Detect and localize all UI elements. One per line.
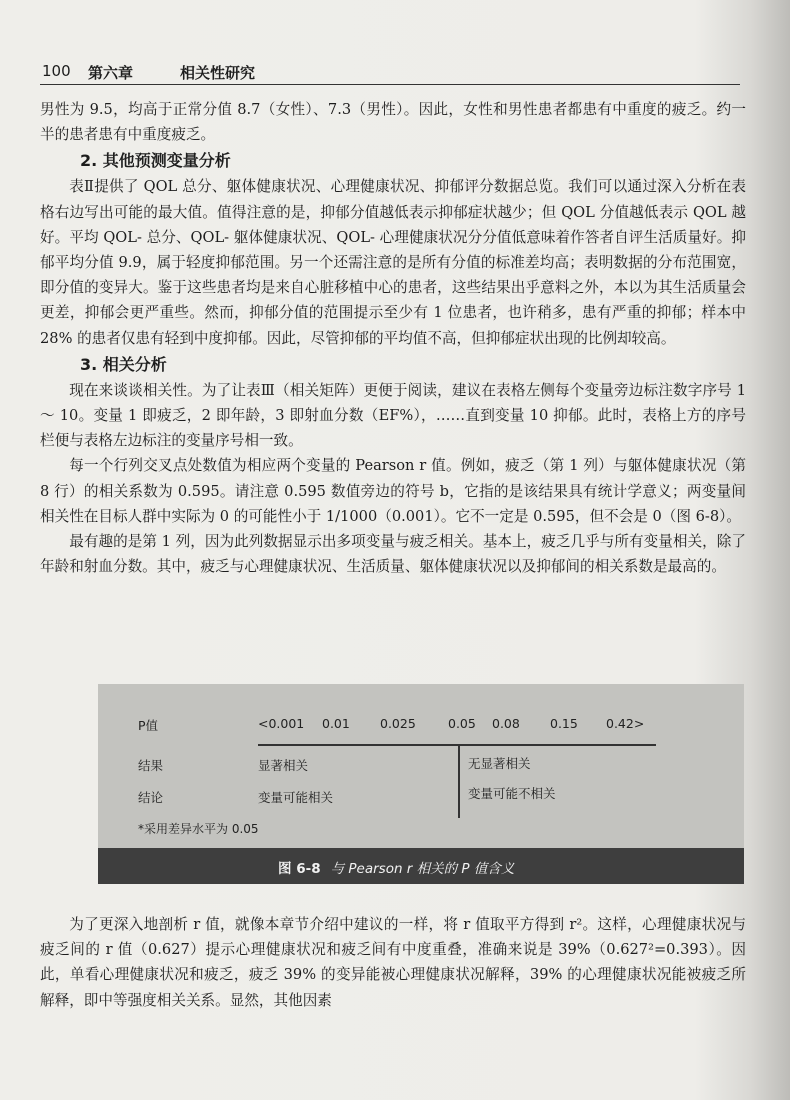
main-text-continued [40, 912, 746, 1013]
conclusion-label: 结论 [138, 790, 164, 805]
figure-6-8 [98, 684, 744, 884]
page-number: 100 [42, 62, 71, 80]
p-value-tick: 0.025 [380, 716, 416, 731]
caption-number: 图 6-8 [278, 861, 321, 877]
caption-text: 与 Pearson r 相关的 P 值含义 [330, 861, 515, 877]
figure-caption [98, 848, 744, 884]
p-value-tick: <0.001 [258, 716, 305, 731]
p-value-tick: 0.01 [322, 716, 350, 731]
p-value-tick: 0.08 [492, 716, 520, 731]
main-text [40, 97, 746, 579]
running-header [40, 62, 740, 85]
conclusion-nonsignificant: 变量可能不相关 [468, 786, 556, 801]
chapter-title: 第六章 [88, 64, 134, 82]
threshold-line [458, 744, 460, 818]
paragraph: 为了更深入地剖析 r 值，就像本章节介绍中建议的一样，将 r 值取平方得到 r²。这样，心理健康状况与疲乏间的 r 值（0.627）提示心理健康状况和疲乏间有中度重叠，准确来说是 39%（0.627²=0.393）。因此，单看心理健康状况和疲乏，疲乏 39% 的变异能被心理健康状况解释，39% 的心理健康状况能被疲乏所解释，即中等强度相关关系。显然，其他因素 [40, 916, 746, 1009]
paragraph: 男性为 9.5，均高于正常分值 8.7（女性）、7.3（男性）。因此，女性和男性患者都患有中重度的疲乏。约一半的患者患有中重度疲乏。 [40, 101, 746, 144]
result-nonsignificant: 无显著相关 [468, 756, 531, 771]
result-label: 结果 [138, 758, 164, 773]
figure-footnote: *采用差异水平为 0.05 [138, 822, 259, 836]
p-value-tick: 0.42> [606, 716, 645, 731]
paragraph: 现在来谈谈相关性。为了让表Ⅲ（相关矩阵）更便于阅读，建议在表格左侧每个变量旁边标注数字序号 1 ～ 10。变量 1 即疲乏，2 即年龄，3 即射血分数（EF%），……直到变量 10 抑郁。此时，表格上方的序号栏便与表格左边标注的变量序号相一致。 [40, 381, 746, 450]
section-heading: 2. 其他预测变量分析 [80, 151, 231, 171]
p-value-label: P值 [138, 718, 159, 733]
paragraph: 表Ⅱ提供了 QOL 总分、躯体健康状况、心理健康状况、抑郁评分数据总览。我们可以通过深入分析在表格右边写出可能的最大值。值得注意的是，抑郁分值越低表示抑郁症状越少；但 QOL 分值越低表示 QOL 越好。平均 QOL- 总分、QOL- 躯体健康状况、QOL- 心理健康状况分分值低意味着作答者自评生活质量好。抑郁平均分值 9.9，属于轻度抑郁范围。另一个还需注意的是所有分值的标准差均高；表明数据的分布范围宽，即分值的变异大。鉴于这些患者均是来自心脏移植中心的患者，这些结果出乎意料之外，本以为其生活质量会更差，抑郁会更严重些。然而，抑郁分值的范围提示至少有 1 位患者，也许稍多，患有严重的抑郁；样本中 28% 的患者仅患有轻到中度抑郁。因此，尽管抑郁的平均值不高，但抑郁症状出现的比例却较高。 [40, 178, 746, 347]
result-significant: 显著相关 [258, 758, 309, 773]
p-value-tick: 0.15 [550, 716, 578, 731]
p-value-tick: 0.05 [448, 716, 476, 731]
section-title: 相关性研究 [180, 64, 256, 82]
conclusion-significant: 变量可能相关 [258, 790, 334, 805]
section-heading: 3. 相关分析 [80, 354, 167, 374]
paragraph: 每一个行列交叉点处数值为相应两个变量的 Pearson r 值。例如，疲乏（第 1 列）与躯体健康状况（第 8 行）的相关系数为 0.595。请注意 0.595 数值旁边的符号 b，它指的是该结果具有统计学意义；两变量间相关性在目标人群中实际为 0 的可能性小于 1/1000（0.001）。它不一定是 0.595，但不会是 0（图 6-8）。 [40, 457, 746, 525]
paragraph: 最有趣的是第 1 列，因为此列数据显示出多项变量与疲乏相关。基本上，疲乏几乎与所有变量相关，除了年龄和射血分数。其中，疲乏与心理健康状况、生活质量、躯体健康状况以及抑郁间的相关系数是最高的。 [40, 533, 746, 576]
divider-line [258, 744, 656, 746]
